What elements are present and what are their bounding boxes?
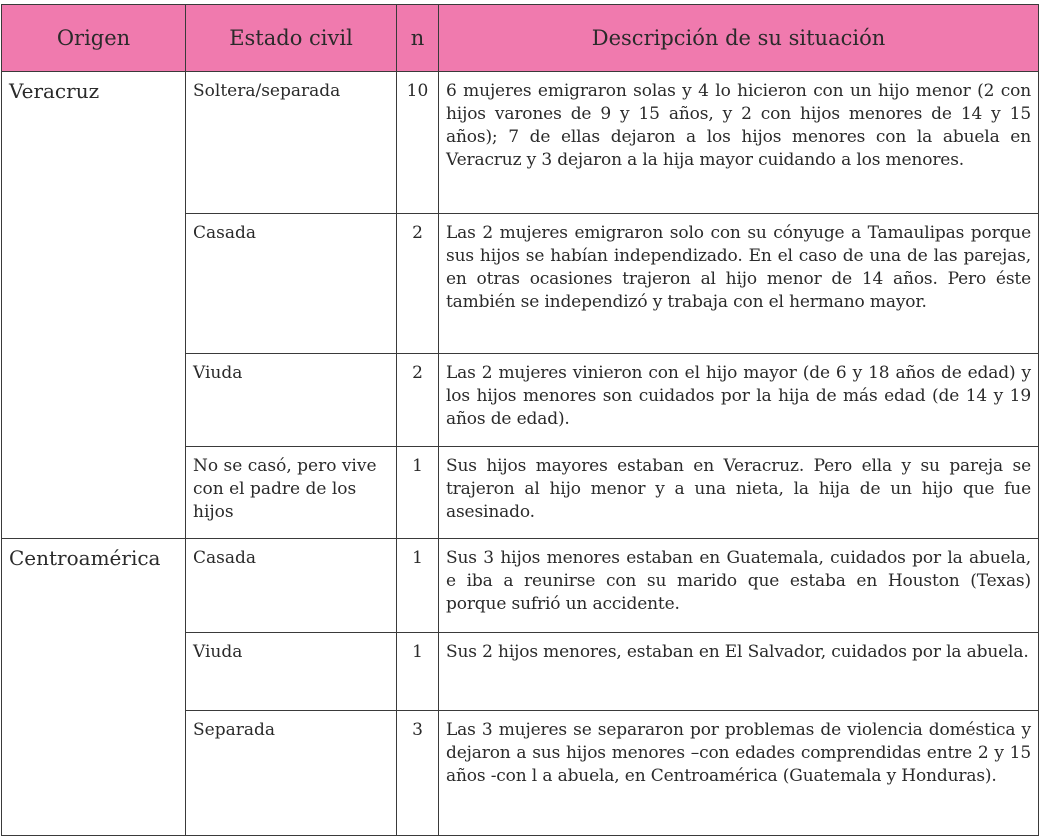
count-cell: 10 [397, 72, 439, 214]
count-cell: 2 [397, 354, 439, 447]
description-cell: Sus 2 hijos menores, estaban en El Salvador, cuidados por la abuela. [439, 633, 1039, 711]
table-row [2, 72, 1039, 214]
origin-cell-centroamerica: Centroamérica [2, 539, 186, 836]
civil-status-cell: Viuda [186, 354, 397, 447]
description-cell: Sus 3 hijos menores estaban en Guatemala, cuidados por la abuela, e iba a reunirse con su marido que estaba en Houston (Texas) porque sufrió un accidente. [439, 539, 1039, 633]
description-cell: Las 2 mujeres vinieron con el hijo mayor (de 6 y 18 años de edad) y los hijos menores son cuidados por la hija de más edad (de 14 y 19 años de edad). [439, 354, 1039, 447]
header-description: Descripción de su situación [439, 5, 1039, 72]
description-cell: Las 3 mujeres se separaron por problemas de violencia doméstica y dejaron a sus hijos menores –con edades comprendidas entre 2 y 15 años -con l a abuela, en Centroamérica (Guatemala y Honduras). [439, 711, 1039, 836]
civil-status-cell: Casada [186, 539, 397, 633]
civil-status-cell: Soltera/separada [186, 72, 397, 214]
count-cell: 3 [397, 711, 439, 836]
header-row [2, 5, 1039, 72]
situation-table [1, 4, 1039, 836]
count-cell: 1 [397, 539, 439, 633]
header-origin: Origen [2, 5, 186, 72]
origin-cell-veracruz: Veracruz [2, 72, 186, 539]
civil-status-cell: Casada [186, 214, 397, 354]
civil-status-cell: No se casó, pero vive con el padre de los hijos [186, 447, 397, 539]
civil-status-cell: Viuda [186, 633, 397, 711]
header-civil-status: Estado civil [186, 5, 397, 72]
description-cell: Sus hijos mayores estaban en Veracruz. Pero ella y su pareja se trajeron al hijo menor y a una nieta, la hija de un hijo que fue asesinado. [439, 447, 1039, 539]
header-n: n [397, 5, 439, 72]
count-cell: 1 [397, 633, 439, 711]
description-cell: Las 2 mujeres emigraron solo con su cónyuge a Tamaulipas porque sus hijos se habían independizado. En el caso de una de las parejas, en otras ocasiones trajeron al hijo menor de 14 años. Pero éste también se independizó y trabaja con el hermano mayor. [439, 214, 1039, 354]
description-cell: 6 mujeres emigraron solas y 4 lo hicieron con un hijo menor (2 con hijos varones de 9 y 15 años, y 2 con hijos menores de 14 y 15 años); 7 de ellas dejaron a los hijos menores con la abuela en Veracruz y 3 dejaron a la hija mayor cuidando a los menores. [439, 72, 1039, 214]
civil-status-cell: Separada [186, 711, 397, 836]
count-cell: 2 [397, 214, 439, 354]
count-cell: 1 [397, 447, 439, 539]
table-row [2, 539, 1039, 633]
